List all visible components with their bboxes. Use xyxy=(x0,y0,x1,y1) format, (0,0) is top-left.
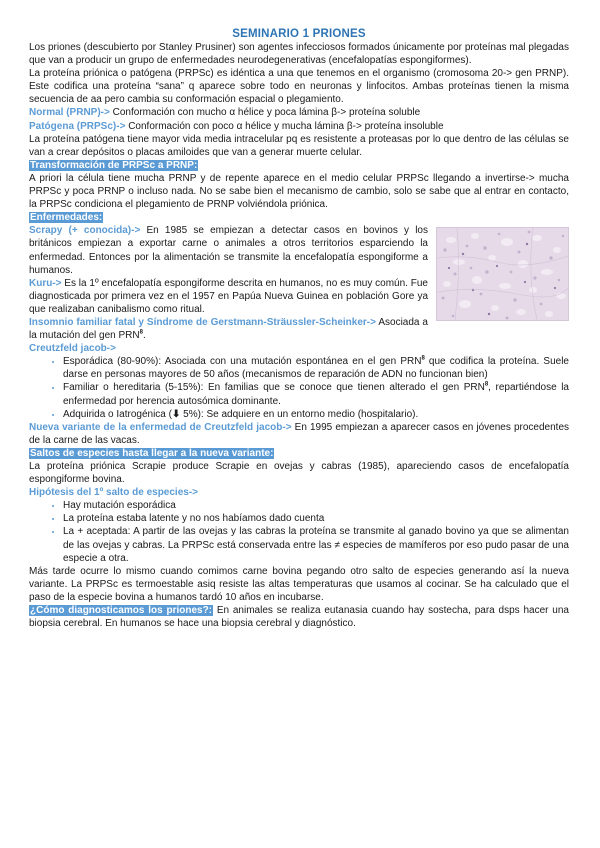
familiar-text: Familiar o hereditaria (5-15%): En familias que se conoce que tienen alterado el gen PRN xyxy=(63,382,485,394)
superscript: 8 xyxy=(484,382,489,389)
superscript: 8 xyxy=(139,329,143,336)
normal-text: Conformación con mucho α hélice y poca lámina β-> proteína soluble xyxy=(109,107,421,119)
enfermedades-heading-line xyxy=(29,211,569,224)
saltos-heading: Saltos de especies hasta llegar a la nueva variante: xyxy=(30,447,274,459)
adquirida-text: Adquirida o Iatrogénica ( xyxy=(63,408,172,420)
mas-tarde-paragraph: Más tarde ocurre lo mismo cuando comimos carne bovina pegando otro salto de especies generando así la nueva variante. La PRPSc es termoestable asiq resiste las altas temperaturas que usamos al cocinar. Se ha calculado que el paso de la especie bovina a humanos tardó 10 años en incubarse. xyxy=(29,565,569,603)
histology-image xyxy=(436,227,569,321)
list-item xyxy=(63,355,569,381)
diagnostico-paragraph xyxy=(29,604,569,630)
insomnio-text: Asociada a la mutación del gen PRN xyxy=(29,316,428,342)
insomnio-end: . xyxy=(142,330,146,342)
patogena-label: Patógena (PRPSc)-> xyxy=(29,120,126,132)
list-item: • La proteína estaba latente y no nos habíamos dado cuenta xyxy=(63,512,569,525)
list-item: • La + aceptada: A partir de las ovejas y las cabras la proteína se transmite al ganado bovino ya que se alimentan de las ovejas y cabras. La PRPSc está conservada entre las ≠ especies de mamíferos por eso pudo pasar de una especie a otra. xyxy=(63,525,569,564)
esporadica-text: Esporádica (80-90%): Asociada con una mutación espontánea en el gen PRN xyxy=(63,356,422,368)
diagnostico-heading: ¿Cómo diagnosticamos los priones?: xyxy=(30,605,213,617)
hipotesis-heading-line xyxy=(29,486,569,499)
creutzfeld-label: Creutzfeld jacob-> xyxy=(29,343,116,355)
superscript: 8 xyxy=(421,355,425,362)
hipotesis-list xyxy=(29,499,569,564)
list-item xyxy=(63,381,569,407)
patogena-text: Conformación con poco α hélice y mucha lámina β-> proteína insoluble xyxy=(125,120,444,132)
kuru-text: Es la 1º encefalopatía espongiforme descrita en humanos, no es muy común. Fue diagnosticada por primera vez en el 1957 en Papúa Nueva Guinea en población Gore ya que realizaban canibalismo como ritual. xyxy=(29,277,428,315)
scrapy-label: Scrapy (+ conocida)-> xyxy=(29,225,141,237)
normal-label: Normal (PRNP)-> xyxy=(29,107,110,119)
transformacion-paragraph: A priori la célula tiene mucha PRNP y de repente aparece en el medio celular PRPSc llegando a invertirse-> mucha PRPSc y poca PRNP o incluso nada. No se sabe bien el mecanismo de cambio, solo se sabe que al entrar en contacto, la PRPSc condiciona el plegamiento de PRNP volviéndola priónica. xyxy=(29,172,569,211)
nueva-variante-text: En 1995 empiezan a aparecer casos en jóvenes procedentes de la carne de las vacas. xyxy=(29,421,569,446)
scrapy-text: En 1985 se empiezan a detectar casos en bovinos y los británicos empiezan a exportar carne o animales a otros territorios esparciendo la enfermedad. Entonces por la alimentación se transmite la encefalopatía espongiforme a humanos. xyxy=(29,225,428,276)
kuru-label: Kuru-> xyxy=(29,277,62,289)
creutzfeld-list xyxy=(29,355,569,420)
familiar-text-end: , repartiéndose la enfermedad por herencia autosómica dominante. xyxy=(63,382,569,407)
down-arrow-icon: ⬇ xyxy=(171,408,181,420)
saltos-heading-line xyxy=(29,447,569,460)
patogena-line xyxy=(29,120,569,133)
normal-line xyxy=(29,106,569,119)
vida-media-paragraph: La proteína patógena tiene mayor vida media intracelular pq es resistente a proteasas por lo que dentro de las células se van a crear depósitos o placas amiloides que van a generar muerte celular. xyxy=(29,133,569,158)
creutzfeld-heading-line xyxy=(29,342,569,355)
list-item: • Hay mutación esporádica xyxy=(63,499,569,512)
esporadica-text-end: que codifica la proteína. Suele darse en personas mayores de 50 años (mecanismos de reparación de ADN no funcionan bien) xyxy=(63,356,569,381)
adquirida-text-end: 5%): Se adquiere en un entorno medio (hospitalario). xyxy=(180,408,419,420)
nueva-variante-paragraph xyxy=(29,421,569,447)
document-title: SEMINARIO 1 PRIONES xyxy=(232,28,366,40)
transformacion-heading-line xyxy=(29,159,569,172)
intro-paragraph: Los priones (descubierto por Stanley Prusiner) son agentes infecciosos formados únicamente por proteínas mal plegadas que van a producir un grupo de enfermedades neurodegenerativas (encefalopatías espongiformes). xyxy=(29,42,569,67)
nueva-variante-label: Nueva variante de la enfermedad de Creutzfeld jacob-> xyxy=(29,421,292,433)
list-item xyxy=(63,408,569,421)
saltos-paragraph: La proteína priónica Scrapie produce Scrapie en ovejas y cabras (1985), apareciendo casos de encefalopatía espongiforme bovina. xyxy=(29,461,569,486)
hipotesis-label: Hipótesis del 1º salto de especies-> xyxy=(29,487,198,499)
prpsc-paragraph: La proteína priónica o patógena (PRPSc) es idéntica a una que tenemos en el organismo (cromosoma 20-> gen PRNP). Este codifica una proteína “sana” q aparece sobre todo en neuronas y linfocitos. Ambas proteínas tienen la misma secuencia de aa pero cambia su conformación espacial o plegamiento. xyxy=(29,68,569,106)
insomnio-label: Insomnio familiar fatal y Síndrome de Gerstmann-Sträussler-Scheinker-> xyxy=(29,316,376,328)
enfermedades-heading: Enfermedades: xyxy=(30,212,103,224)
diagnostico-text: En animales se realiza eutanasia cuando hay sostecha, para dsps hacer una biopsia cerebral. En humanos se hace una biopsia cerebral y diagnóstico. xyxy=(29,605,569,630)
transformacion-heading: Transformación de PRPSc a PRNP: xyxy=(30,159,198,171)
